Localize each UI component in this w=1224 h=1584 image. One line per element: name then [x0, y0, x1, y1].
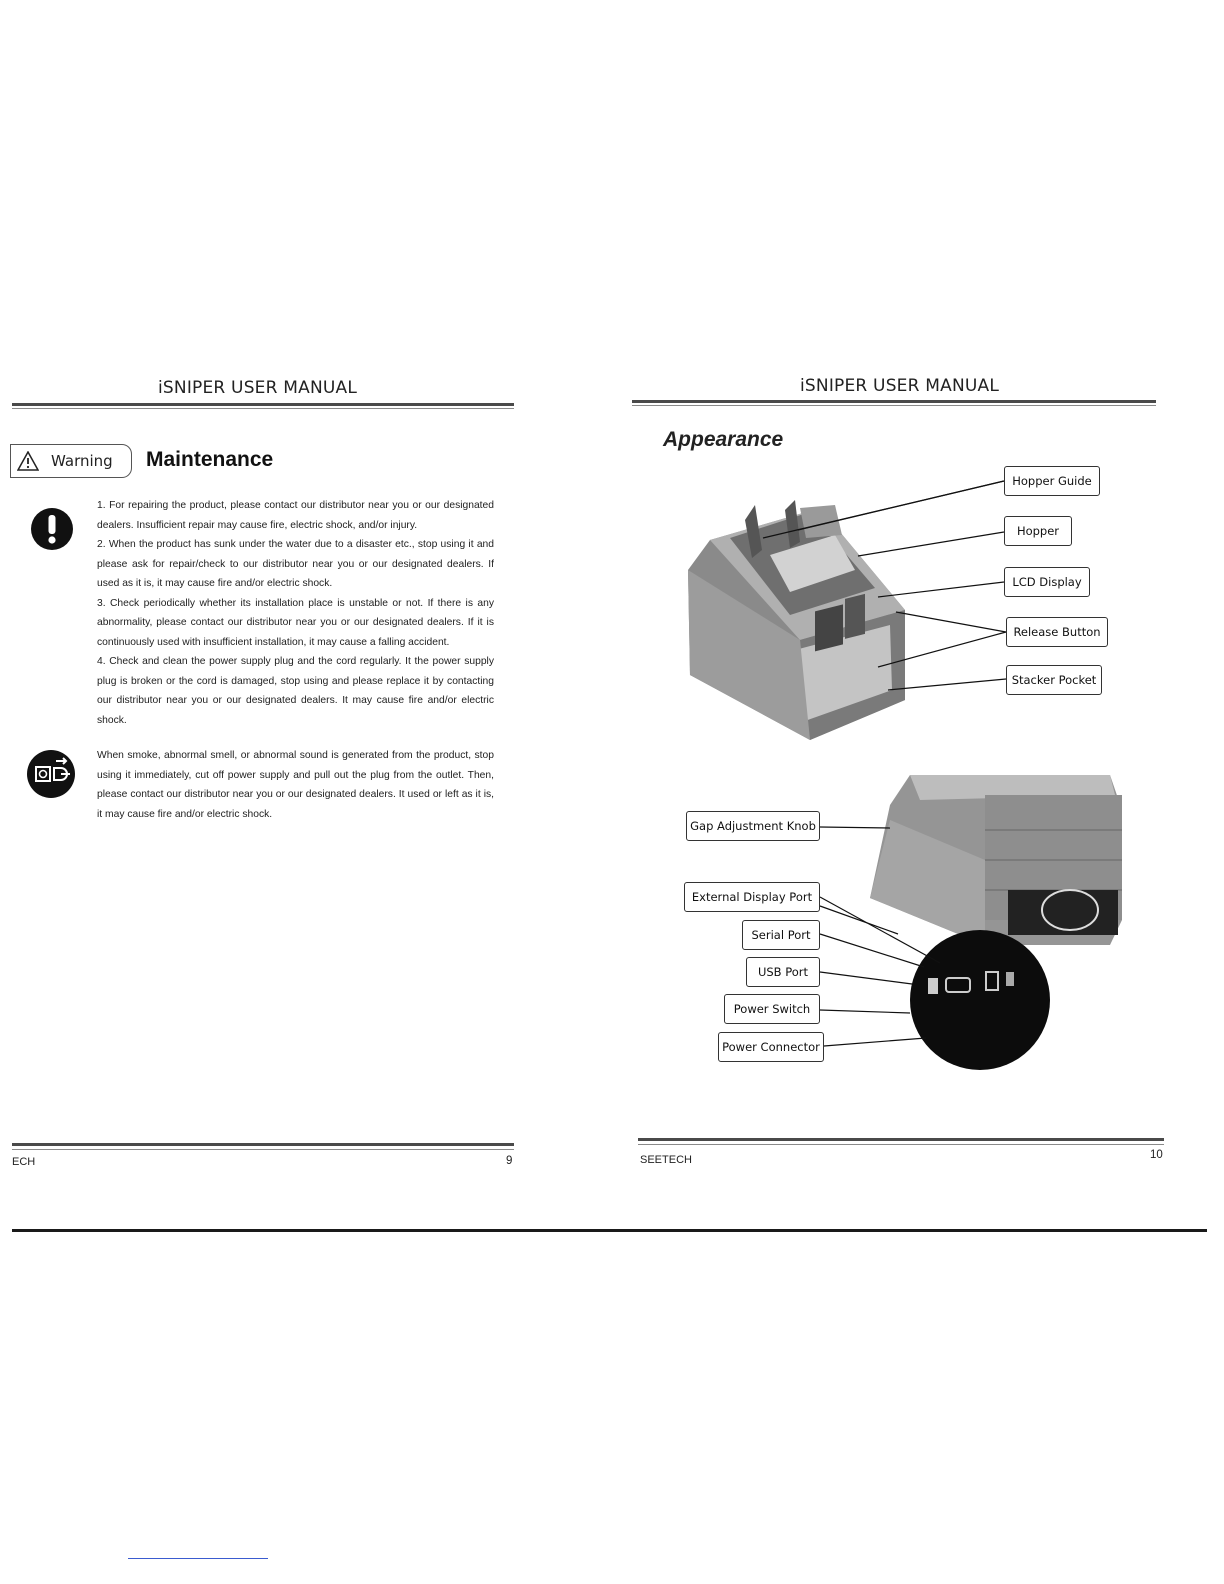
warning-badge — [10, 444, 132, 478]
right-footer-rule — [638, 1138, 1164, 1141]
left-footer-rule-thin — [12, 1149, 514, 1150]
instruction-1: 1. For repairing the product, please contact our distributor near you or our designated dealers. Insufficient repair may cause fire, electric shock, and/or injury. — [97, 500, 494, 531]
unplug-icon — [26, 749, 76, 799]
instruction-4: 4. Check and clean the power supply plug and the cord regularly. It the power supply plug is broken or the cord is damaged, stop using and please replace it by contacting our distributor near you or our designated dealers. It may cause fire and/or electric shock. — [97, 656, 494, 726]
scan-bottom-border — [12, 1229, 1207, 1232]
left-header-rule-thin — [12, 408, 514, 409]
label-hopper-guide: Hopper Guide — [1004, 466, 1100, 496]
left-header-rule — [12, 403, 514, 406]
page-number-9: 9 — [506, 1155, 513, 1167]
left-page-header: iSNIPER USER MANUAL — [158, 378, 358, 398]
label-usb-port: USB Port — [746, 957, 820, 987]
page-title-appearance: Appearance — [663, 428, 784, 451]
instruction-2: 2. When the product has sunk under the water due to a disaster etc., stop using it and please ask for repair/check to our distributor near you or our designated dealers. If used as it is, it may cause fire and/or electric shock. — [97, 539, 494, 589]
page-number-10: 10 — [1150, 1149, 1163, 1161]
warning-label: Warning — [51, 452, 113, 470]
right-footer-brand: SEETECH — [640, 1154, 692, 1166]
warning-triangle-icon — [17, 451, 39, 471]
label-power-connector: Power Connector — [718, 1032, 824, 1062]
label-gap-adjustment-knob: Gap Adjustment Knob — [686, 811, 820, 841]
label-stacker-pocket: Stacker Pocket — [1006, 665, 1102, 695]
label-lcd-display: LCD Display — [1004, 567, 1090, 597]
label-power-switch: Power Switch — [724, 994, 820, 1024]
label-serial-port: Serial Port — [742, 920, 820, 950]
left-footer-rule — [12, 1143, 514, 1146]
label-external-display-port: External Display Port — [684, 882, 820, 912]
exclamation-circle-icon — [30, 507, 74, 551]
link-underline — [128, 1558, 268, 1559]
front-view-figure — [620, 460, 1120, 760]
right-page-header: iSNIPER USER MANUAL — [800, 376, 1000, 396]
right-header-rule-thin — [632, 405, 1156, 406]
money-counter-front-illustration — [688, 500, 905, 740]
right-footer-rule-thin — [638, 1144, 1164, 1145]
left-footer-brand: ECH — [12, 1156, 36, 1168]
unplug-warning-text: When smoke, abnormal smell, or abnormal sound is generated from the product, stop using it immediately, cut off power supply and pull out the plug from the outlet. Then, please contact our distributor near you or our designated dealers. It used or left as it is, it may cause fire and/or electric shock. — [97, 750, 494, 820]
label-release-button: Release Button — [1006, 617, 1108, 647]
label-hopper: Hopper — [1004, 516, 1072, 546]
instruction-3: 3. Check periodically whether its installation place is unstable or not. If there is any abnormality, please contact our distributor near you or our designated dealers. If it is continuously used with insufficient installation, it may cause a falling accident. — [97, 597, 494, 648]
maintenance-instructions — [97, 496, 494, 730]
page-title-maintenance: Maintenance — [146, 448, 274, 471]
right-header-rule — [632, 400, 1156, 403]
